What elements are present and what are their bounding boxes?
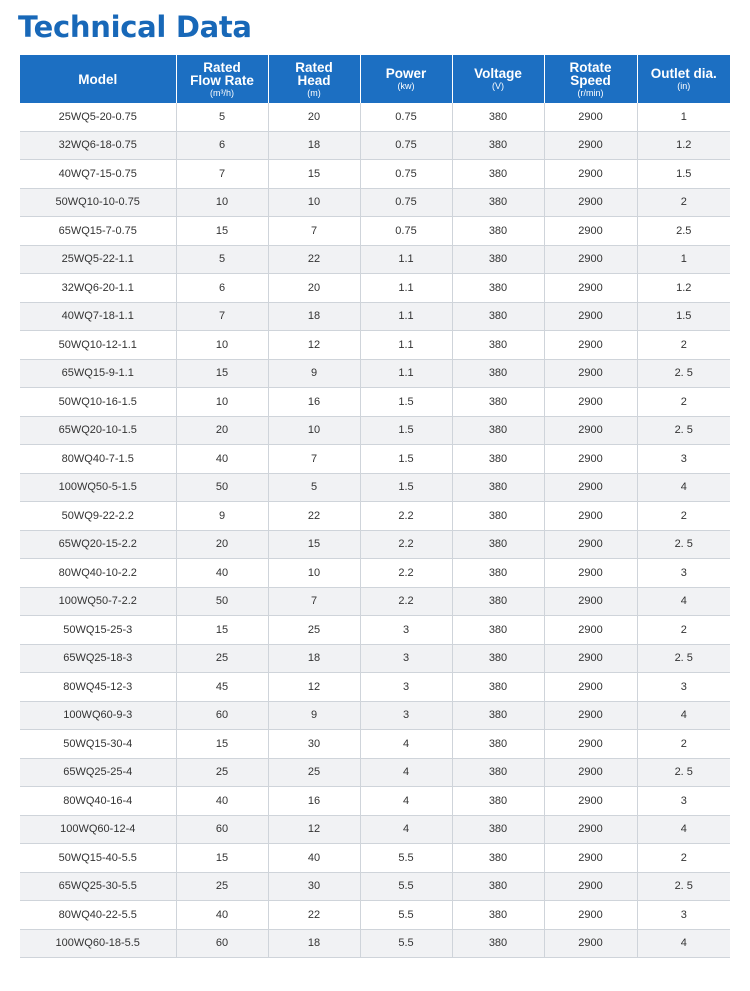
outlet-dia-cell: 2. 5 — [637, 644, 730, 673]
outlet-dia-cell: 3 — [637, 901, 730, 930]
flow-rate-cell: 20 — [176, 416, 268, 445]
voltage-cell: 380 — [452, 359, 544, 388]
outlet-dia-cell: 4 — [637, 473, 730, 502]
power-cell: 1.5 — [360, 445, 452, 474]
table-row — [20, 929, 730, 958]
flow-rate-cell: 15 — [176, 359, 268, 388]
outlet-dia-cell: 3 — [637, 673, 730, 702]
speed-cell: 2900 — [544, 701, 637, 730]
header-outlet-dia — [637, 55, 730, 103]
voltage-cell: 380 — [452, 901, 544, 930]
speed-cell: 2900 — [544, 160, 637, 189]
table-row — [20, 758, 730, 787]
header-rated-flow-rate — [176, 55, 268, 103]
speed-cell: 2900 — [544, 217, 637, 246]
flow-rate-cell: 25 — [176, 872, 268, 901]
speed-cell: 2900 — [544, 815, 637, 844]
head-cell: 10 — [268, 188, 360, 217]
header-model — [20, 55, 176, 103]
head-cell: 18 — [268, 644, 360, 673]
flow-rate-cell: 45 — [176, 673, 268, 702]
voltage-cell: 380 — [452, 188, 544, 217]
voltage-cell: 380 — [452, 530, 544, 559]
header-label: Rated — [295, 59, 333, 75]
head-cell: 15 — [268, 530, 360, 559]
header-unit: (m³/h) — [210, 87, 234, 98]
power-cell: 2.2 — [360, 587, 452, 616]
head-cell: 25 — [268, 758, 360, 787]
voltage-cell: 380 — [452, 815, 544, 844]
model-cell: 65WQ15-7-0.75 — [20, 217, 176, 246]
head-cell: 7 — [268, 587, 360, 616]
outlet-dia-cell: 1.2 — [637, 131, 730, 160]
head-cell: 40 — [268, 844, 360, 873]
table-row — [20, 559, 730, 588]
model-cell: 80WQ40-22-5.5 — [20, 901, 176, 930]
flow-rate-cell: 40 — [176, 787, 268, 816]
outlet-dia-cell: 2. 5 — [637, 359, 730, 388]
model-cell: 65WQ25-25-4 — [20, 758, 176, 787]
speed-cell: 2900 — [544, 302, 637, 331]
page-title: Technical Data — [18, 10, 252, 44]
flow-rate-cell: 6 — [176, 274, 268, 303]
header-label: Head — [297, 72, 331, 88]
flow-rate-cell: 5 — [176, 103, 268, 131]
speed-cell: 2900 — [544, 673, 637, 702]
table-row — [20, 245, 730, 274]
speed-cell: 2900 — [544, 359, 637, 388]
header-unit: (kw) — [397, 81, 415, 91]
power-cell: 3 — [360, 644, 452, 673]
voltage-cell: 380 — [452, 730, 544, 759]
head-cell: 15 — [268, 160, 360, 189]
speed-cell: 2900 — [544, 559, 637, 588]
speed-cell: 2900 — [544, 787, 637, 816]
speed-cell: 2900 — [544, 929, 637, 958]
voltage-cell: 380 — [452, 929, 544, 958]
power-cell: 1.5 — [360, 473, 452, 502]
speed-cell: 2900 — [544, 245, 637, 274]
table-row — [20, 416, 730, 445]
header-power — [360, 55, 452, 103]
model-cell: 50WQ10-12-1.1 — [20, 331, 176, 360]
power-cell: 1.5 — [360, 388, 452, 417]
outlet-dia-cell: 1.2 — [637, 274, 730, 303]
outlet-dia-cell: 4 — [637, 587, 730, 616]
flow-rate-cell: 15 — [176, 616, 268, 645]
power-cell: 1.1 — [360, 245, 452, 274]
model-cell: 80WQ40-10-2.2 — [20, 559, 176, 588]
speed-cell: 2900 — [544, 502, 637, 531]
head-cell: 12 — [268, 815, 360, 844]
outlet-dia-cell: 4 — [637, 815, 730, 844]
outlet-dia-cell: 2 — [637, 730, 730, 759]
power-cell: 4 — [360, 787, 452, 816]
table-row — [20, 274, 730, 303]
speed-cell: 2900 — [544, 188, 637, 217]
flow-rate-cell: 60 — [176, 929, 268, 958]
speed-cell: 2900 — [544, 131, 637, 160]
speed-cell: 2900 — [544, 530, 637, 559]
head-cell: 22 — [268, 901, 360, 930]
voltage-cell: 380 — [452, 131, 544, 160]
model-cell: 50WQ9-22-2.2 — [20, 502, 176, 531]
power-cell: 2.2 — [360, 530, 452, 559]
head-cell: 9 — [268, 701, 360, 730]
voltage-cell: 380 — [452, 701, 544, 730]
voltage-cell: 380 — [452, 274, 544, 303]
flow-rate-cell: 40 — [176, 559, 268, 588]
power-cell: 5.5 — [360, 901, 452, 930]
power-cell: 1.5 — [360, 416, 452, 445]
power-cell: 3 — [360, 701, 452, 730]
header-voltage — [452, 55, 544, 103]
flow-rate-cell: 15 — [176, 730, 268, 759]
voltage-cell: 380 — [452, 331, 544, 360]
outlet-dia-cell: 2 — [637, 616, 730, 645]
outlet-dia-cell: 4 — [637, 701, 730, 730]
flow-rate-cell: 9 — [176, 502, 268, 531]
model-cell: 80WQ40-7-1.5 — [20, 445, 176, 474]
head-cell: 16 — [268, 388, 360, 417]
voltage-cell: 380 — [452, 872, 544, 901]
table-row — [20, 673, 730, 702]
outlet-dia-cell: 2 — [637, 331, 730, 360]
flow-rate-cell: 10 — [176, 188, 268, 217]
power-cell: 3 — [360, 673, 452, 702]
table-row — [20, 131, 730, 160]
head-cell: 30 — [268, 730, 360, 759]
header-label: Model — [78, 71, 118, 87]
header-rotate-speed — [544, 55, 637, 103]
power-cell: 0.75 — [360, 188, 452, 217]
flow-rate-cell: 5 — [176, 245, 268, 274]
speed-cell: 2900 — [544, 616, 637, 645]
outlet-dia-cell: 2 — [637, 502, 730, 531]
speed-cell: 2900 — [544, 103, 637, 131]
header-rated-head — [268, 55, 360, 103]
voltage-cell: 380 — [452, 673, 544, 702]
head-cell: 18 — [268, 131, 360, 160]
head-cell: 12 — [268, 331, 360, 360]
model-cell: 100WQ60-12-4 — [20, 815, 176, 844]
header-unit: (r/min) — [577, 87, 604, 98]
voltage-cell: 380 — [452, 160, 544, 189]
speed-cell: 2900 — [544, 872, 637, 901]
head-cell: 12 — [268, 673, 360, 702]
voltage-cell: 380 — [452, 217, 544, 246]
model-cell: 65WQ15-9-1.1 — [20, 359, 176, 388]
outlet-dia-cell: 1 — [637, 245, 730, 274]
table-row — [20, 302, 730, 331]
flow-rate-cell: 7 — [176, 160, 268, 189]
flow-rate-cell: 25 — [176, 758, 268, 787]
header-label: Rotate — [569, 59, 612, 75]
table-row — [20, 616, 730, 645]
power-cell: 4 — [360, 758, 452, 787]
voltage-cell: 380 — [452, 844, 544, 873]
power-cell: 0.75 — [360, 160, 452, 189]
head-cell: 5 — [268, 473, 360, 502]
speed-cell: 2900 — [544, 331, 637, 360]
head-cell: 7 — [268, 217, 360, 246]
table-header-row — [20, 55, 730, 103]
voltage-cell: 380 — [452, 559, 544, 588]
table-row — [20, 473, 730, 502]
head-cell: 20 — [268, 274, 360, 303]
power-cell: 0.75 — [360, 131, 452, 160]
power-cell: 1.1 — [360, 302, 452, 331]
table-row — [20, 188, 730, 217]
model-cell: 32WQ6-20-1.1 — [20, 274, 176, 303]
header-label: Flow Rate — [190, 72, 254, 88]
power-cell: 2.2 — [360, 559, 452, 588]
outlet-dia-cell: 3 — [637, 445, 730, 474]
power-cell: 5.5 — [360, 844, 452, 873]
voltage-cell: 380 — [452, 388, 544, 417]
flow-rate-cell: 40 — [176, 901, 268, 930]
outlet-dia-cell: 1.5 — [637, 160, 730, 189]
power-cell: 4 — [360, 815, 452, 844]
header-unit: (m) — [307, 87, 321, 98]
outlet-dia-cell: 3 — [637, 787, 730, 816]
model-cell: 100WQ50-5-1.5 — [20, 473, 176, 502]
model-cell: 100WQ60-18-5.5 — [20, 929, 176, 958]
flow-rate-cell: 25 — [176, 644, 268, 673]
voltage-cell: 380 — [452, 502, 544, 531]
outlet-dia-cell: 2 — [637, 188, 730, 217]
outlet-dia-cell: 4 — [637, 929, 730, 958]
model-cell: 32WQ6-18-0.75 — [20, 131, 176, 160]
speed-cell: 2900 — [544, 388, 637, 417]
header-label: Outlet dia. — [650, 66, 717, 81]
head-cell: 18 — [268, 929, 360, 958]
table-row — [20, 787, 730, 816]
power-cell: 5.5 — [360, 872, 452, 901]
model-cell: 65WQ20-10-1.5 — [20, 416, 176, 445]
head-cell: 25 — [268, 616, 360, 645]
head-cell: 22 — [268, 245, 360, 274]
table-row — [20, 901, 730, 930]
table-row — [20, 530, 730, 559]
model-cell: 65WQ25-18-3 — [20, 644, 176, 673]
table-row — [20, 359, 730, 388]
table-row — [20, 844, 730, 873]
outlet-dia-cell: 2 — [637, 844, 730, 873]
model-cell: 65WQ25-30-5.5 — [20, 872, 176, 901]
table-row — [20, 730, 730, 759]
flow-rate-cell: 50 — [176, 587, 268, 616]
head-cell: 7 — [268, 445, 360, 474]
flow-rate-cell: 10 — [176, 331, 268, 360]
table-row — [20, 644, 730, 673]
speed-cell: 2900 — [544, 416, 637, 445]
power-cell: 2.2 — [360, 502, 452, 531]
power-cell: 3 — [360, 616, 452, 645]
table-row — [20, 587, 730, 616]
head-cell: 18 — [268, 302, 360, 331]
header-label: Speed — [570, 72, 611, 88]
model-cell: 50WQ10-10-0.75 — [20, 188, 176, 217]
model-cell: 100WQ50-7-2.2 — [20, 587, 176, 616]
outlet-dia-cell: 2. 5 — [637, 416, 730, 445]
power-cell: 0.75 — [360, 217, 452, 246]
table-row — [20, 502, 730, 531]
voltage-cell: 380 — [452, 787, 544, 816]
flow-rate-cell: 7 — [176, 302, 268, 331]
table-row — [20, 701, 730, 730]
technical-data-table — [20, 55, 730, 958]
flow-rate-cell: 60 — [176, 815, 268, 844]
table-body — [20, 103, 730, 958]
table-row — [20, 160, 730, 189]
head-cell: 9 — [268, 359, 360, 388]
power-cell: 0.75 — [360, 103, 452, 131]
power-cell: 5.5 — [360, 929, 452, 958]
header-label: Voltage — [474, 66, 522, 81]
model-cell: 80WQ40-16-4 — [20, 787, 176, 816]
flow-rate-cell: 40 — [176, 445, 268, 474]
outlet-dia-cell: 1.5 — [637, 302, 730, 331]
voltage-cell: 380 — [452, 473, 544, 502]
outlet-dia-cell: 2. 5 — [637, 758, 730, 787]
power-cell: 4 — [360, 730, 452, 759]
flow-rate-cell: 60 — [176, 701, 268, 730]
model-cell: 100WQ60-9-3 — [20, 701, 176, 730]
head-cell: 30 — [268, 872, 360, 901]
model-cell: 25WQ5-20-0.75 — [20, 103, 176, 131]
table-row — [20, 445, 730, 474]
power-cell: 1.1 — [360, 359, 452, 388]
header-label: Rated — [203, 59, 241, 75]
header-unit: (V) — [492, 81, 504, 91]
head-cell: 10 — [268, 416, 360, 445]
voltage-cell: 380 — [452, 445, 544, 474]
table-row — [20, 217, 730, 246]
table-row — [20, 872, 730, 901]
model-cell: 40WQ7-18-1.1 — [20, 302, 176, 331]
head-cell: 16 — [268, 787, 360, 816]
model-cell: 25WQ5-22-1.1 — [20, 245, 176, 274]
speed-cell: 2900 — [544, 473, 637, 502]
outlet-dia-cell: 2 — [637, 388, 730, 417]
model-cell: 50WQ15-40-5.5 — [20, 844, 176, 873]
outlet-dia-cell: 1 — [637, 103, 730, 131]
voltage-cell: 380 — [452, 245, 544, 274]
outlet-dia-cell: 3 — [637, 559, 730, 588]
model-cell: 50WQ10-16-1.5 — [20, 388, 176, 417]
voltage-cell: 380 — [452, 616, 544, 645]
model-cell: 50WQ15-30-4 — [20, 730, 176, 759]
head-cell: 20 — [268, 103, 360, 131]
speed-cell: 2900 — [544, 274, 637, 303]
flow-rate-cell: 6 — [176, 131, 268, 160]
speed-cell: 2900 — [544, 901, 637, 930]
header-unit: (in) — [677, 81, 691, 91]
table-row — [20, 388, 730, 417]
voltage-cell: 380 — [452, 416, 544, 445]
head-cell: 22 — [268, 502, 360, 531]
flow-rate-cell: 50 — [176, 473, 268, 502]
speed-cell: 2900 — [544, 644, 637, 673]
voltage-cell: 380 — [452, 302, 544, 331]
voltage-cell: 380 — [452, 644, 544, 673]
power-cell: 1.1 — [360, 331, 452, 360]
flow-rate-cell: 10 — [176, 388, 268, 417]
speed-cell: 2900 — [544, 730, 637, 759]
flow-rate-cell: 15 — [176, 844, 268, 873]
flow-rate-cell: 15 — [176, 217, 268, 246]
model-cell: 50WQ15-25-3 — [20, 616, 176, 645]
model-cell: 40WQ7-15-0.75 — [20, 160, 176, 189]
table-row — [20, 331, 730, 360]
voltage-cell: 380 — [452, 103, 544, 131]
header-label: Power — [385, 66, 427, 81]
table-row — [20, 815, 730, 844]
voltage-cell: 380 — [452, 758, 544, 787]
outlet-dia-cell: 2. 5 — [637, 872, 730, 901]
outlet-dia-cell: 2. 5 — [637, 530, 730, 559]
flow-rate-cell: 20 — [176, 530, 268, 559]
outlet-dia-cell: 2.5 — [637, 217, 730, 246]
model-cell: 65WQ20-15-2.2 — [20, 530, 176, 559]
speed-cell: 2900 — [544, 445, 637, 474]
speed-cell: 2900 — [544, 587, 637, 616]
table-row — [20, 103, 730, 131]
power-cell: 1.1 — [360, 274, 452, 303]
model-cell: 80WQ45-12-3 — [20, 673, 176, 702]
speed-cell: 2900 — [544, 844, 637, 873]
voltage-cell: 380 — [452, 587, 544, 616]
head-cell: 10 — [268, 559, 360, 588]
speed-cell: 2900 — [544, 758, 637, 787]
